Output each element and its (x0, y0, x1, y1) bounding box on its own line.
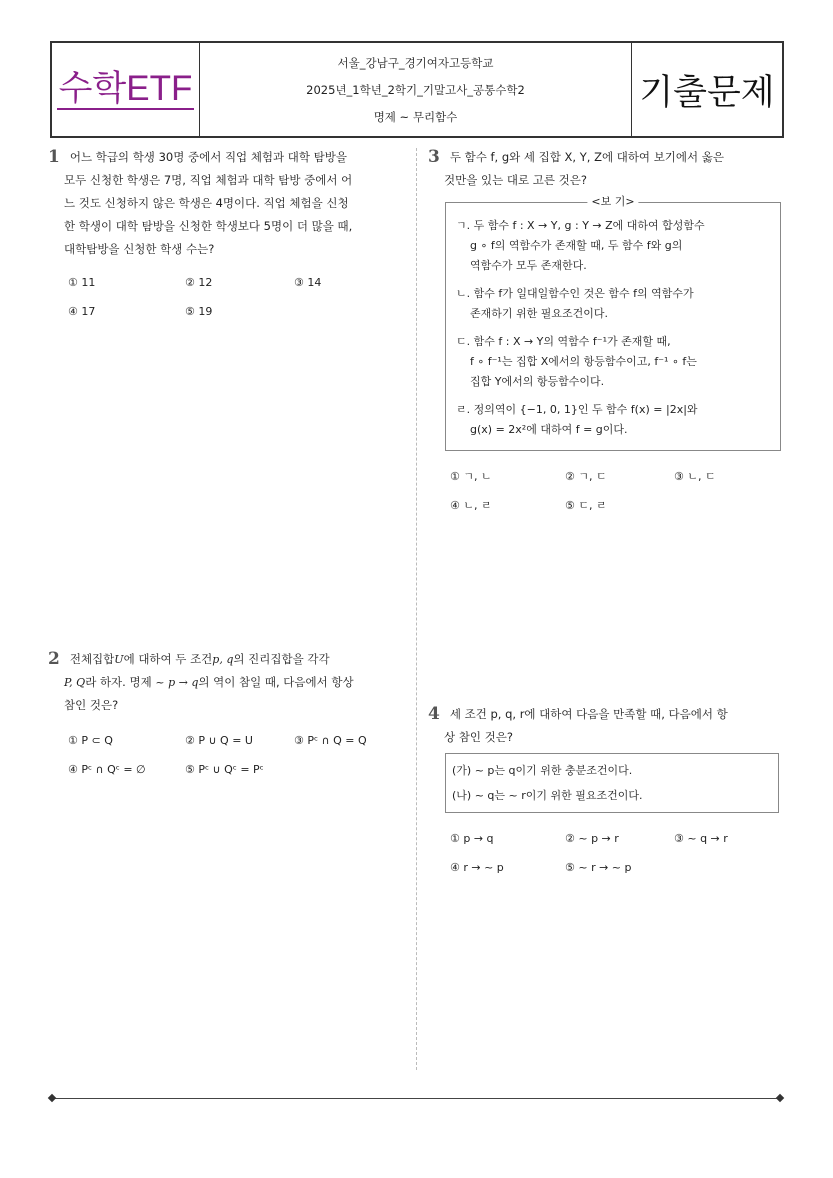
condition-box (445, 753, 779, 813)
bogi-line: ㄴ. 함수 f가 일대일함수인 것은 함수 f의 역함수가 (456, 287, 694, 300)
question-line: 대학탐방을 신청한 학생 수는? (64, 242, 215, 256)
question-line: 모두 신청한 학생은 7명, 직업 체험과 대학 탐방 중에서 어 (64, 173, 353, 187)
question-1 (48, 146, 393, 331)
choice-5[interactable]: ⑤ ~ r → ~ p (565, 861, 632, 874)
question-number: 3 (428, 147, 440, 167)
bogi-item-c (456, 332, 770, 392)
question-4 (428, 703, 783, 883)
choice-3[interactable]: ③ ~ q → r (674, 832, 728, 845)
question-line: 어느 학급의 학생 30명 중에서 직업 체험과 대학 탐방을 (69, 150, 348, 164)
footer-diamond-right (776, 1094, 784, 1102)
exam-info (200, 43, 632, 136)
exam-name: 2025년_1학년_2학기_기말고사_공통수학2 (306, 82, 525, 97)
answer-choices (450, 823, 783, 883)
bogi-item-d (456, 400, 770, 440)
choice-3[interactable]: ③ Pᶜ ∩ Q = Q (294, 734, 367, 747)
choice-2[interactable]: ② ㄱ, ㄷ (565, 470, 607, 483)
bogi-line: ㄷ. 함수 f : X → Y의 역함수 f⁻¹가 존재할 때, (456, 335, 671, 348)
bogi-line: g(x) = 2x²에 대하여 f = g이다. (470, 423, 628, 436)
bogi-item-a (456, 216, 770, 276)
exam-topic: 명제 ~ 무리함수 (373, 109, 458, 124)
footer-rule (52, 1098, 781, 1099)
choice-2[interactable]: ② 12 (185, 276, 213, 289)
question-number: 4 (428, 704, 440, 724)
bogi-box (445, 195, 781, 451)
bogi-line: 집합 Y에서의 항등함수이다. (470, 375, 605, 388)
choice-4[interactable]: ④ r → ~ p (450, 861, 504, 874)
school-name: 서울_강남구_경기여자고등학교 (337, 55, 494, 70)
question-number: 2 (48, 649, 60, 669)
question-text: 에 대하여 두 조건 (123, 652, 213, 666)
math-U: U (114, 653, 124, 666)
footer-diamond-left (48, 1094, 56, 1102)
math-pq: p, q (212, 653, 234, 666)
choice-4[interactable]: ④ ㄴ, ㄹ (450, 499, 492, 512)
bogi-line: f ∘ f⁻¹는 집합 X에서의 항등함수이고, f⁻¹ ∘ f는 (470, 355, 697, 368)
choice-1[interactable]: ① P ⊂ Q (68, 734, 113, 747)
question-text: 참인 것은? (64, 698, 119, 712)
question-text: 상 참인 것은? (444, 730, 513, 744)
condition-b: (나) ~ q는 ~ r이기 위한 필요조건이다. (452, 789, 643, 802)
bogi-title: <보 기> (587, 192, 638, 212)
question-text: 세 조건 p, q, r에 대하여 다음을 만족할 때, 다음에서 항 (449, 707, 728, 721)
choice-5[interactable]: ⑤ 19 (185, 305, 213, 318)
question-text: 의 역이 참일 때, 다음에서 항상 (198, 675, 354, 689)
bogi-line: ㄱ. 두 함수 f : X → Y, g : Y → Z에 대하여 합성함수 (456, 219, 705, 232)
bogi-line: ㄹ. 정의역이 {−1, 0, 1}인 두 함수 f(x) = |2x|와 (456, 403, 698, 416)
choice-1[interactable]: ① 11 (68, 276, 96, 289)
choice-1[interactable]: ① p → q (450, 832, 494, 845)
question-2 (48, 648, 398, 787)
choice-1[interactable]: ① ㄱ, ㄴ (450, 470, 492, 483)
choice-2[interactable]: ② P ∪ Q = U (185, 734, 253, 747)
math-PQ: P, Q (64, 676, 86, 689)
question-line: 느 것도 신청하지 않은 학생은 4명이다. 직업 체험을 신청 (64, 196, 349, 210)
question-text: 것만을 있는 대로 고른 것은? (444, 173, 587, 187)
page-title: 기출문제 (639, 72, 775, 113)
math-prop: ~ p → q (155, 676, 199, 689)
choice-2[interactable]: ② ~ p → r (565, 832, 619, 845)
column-divider (416, 148, 417, 1070)
choice-4[interactable]: ④ 17 (68, 305, 96, 318)
answer-choices (68, 727, 398, 787)
bogi-line: g ∘ f의 역함수가 존재할 때, 두 함수 f와 g의 (470, 239, 683, 252)
exam-header (50, 41, 784, 138)
bogi-line: 존재하기 위한 필요조건이다. (470, 307, 609, 320)
question-text: 라 하자. 명제 (85, 675, 156, 689)
brand-cell (52, 43, 200, 136)
choice-4[interactable]: ④ Pᶜ ∩ Qᶜ = ∅ (68, 763, 146, 776)
choice-5[interactable]: ⑤ Pᶜ ∪ Qᶜ = Pᶜ (185, 763, 264, 776)
answer-choices (450, 461, 783, 521)
choice-5[interactable]: ⑤ ㄷ, ㄹ (565, 499, 607, 512)
bogi-line: 역함수가 모두 존재한다. (470, 259, 587, 272)
answer-choices (68, 271, 393, 331)
condition-a: (가) ~ p는 q이기 위한 충분조건이다. (452, 764, 633, 777)
bogi-item-b (456, 284, 770, 324)
brand-logo: 수학ETF (58, 68, 193, 108)
choice-3[interactable]: ③ 14 (294, 276, 322, 289)
question-number: 1 (48, 147, 60, 167)
question-3 (428, 146, 783, 521)
question-text: 두 함수 f, g와 세 집합 X, Y, Z에 대하여 보기에서 옳은 (449, 150, 725, 164)
choice-3[interactable]: ③ ㄴ, ㄷ (674, 470, 716, 483)
question-line: 한 학생이 대학 탐방을 신청한 학생보다 5명이 더 많을 때, (64, 219, 353, 233)
question-text: 의 진리집합을 각각 (233, 652, 330, 666)
question-text: 전체집합 (69, 652, 115, 666)
